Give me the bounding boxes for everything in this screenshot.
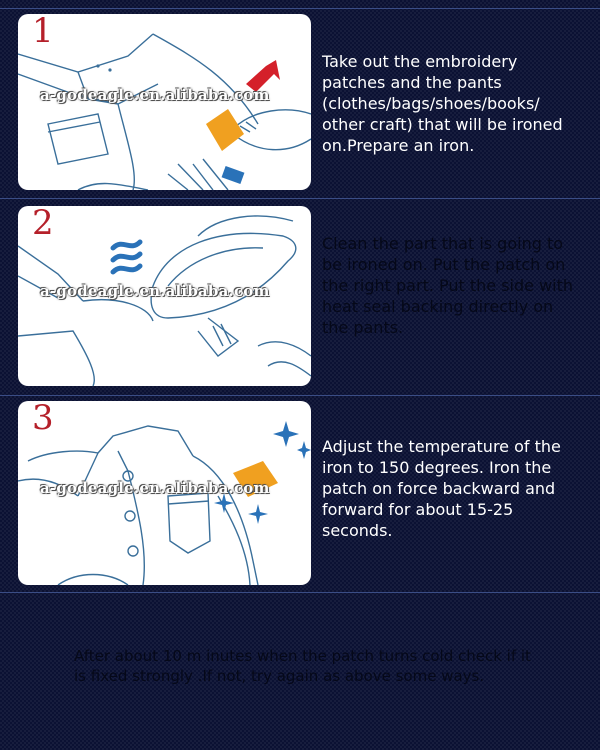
divider-2 — [0, 395, 600, 396]
step-number: 2 — [32, 206, 54, 243]
step-2-text: Clean the part that is going to be ironed on. Put the patch on the right part. Put the side with heat seal backing directly on the pants. — [322, 234, 574, 337]
step-1-text: Take out the embroidery patches and the pants (clothes/bags/shoes/books/ other craft) that will be ironed on.Prepare an iron. — [322, 52, 563, 155]
step-number: 3 — [32, 401, 54, 438]
step-1-illustration — [18, 14, 311, 190]
steam-icon — [113, 242, 140, 272]
patch-shape — [206, 109, 244, 151]
step-2-illustration — [18, 206, 311, 386]
watermark-text: a-godeagle.en.alibaba.com — [40, 86, 270, 104]
step-3-illustration — [18, 401, 311, 585]
divider-3 — [0, 592, 600, 593]
footer-note: After about 10 m inutes when the patch turns cold check if it is fixed strongly .If not, try again as above some ways. — [74, 647, 531, 685]
watermark-text: a-godeagle.en.alibaba.com — [40, 479, 270, 497]
watermark-text: a-godeagle.en.alibaba.com — [40, 282, 270, 300]
step-3-text: Adjust the temperature of the iron to 150 degrees. Iron the patch on force backward and forward for about 15-25 seconds. — [322, 437, 561, 540]
divider-1 — [0, 198, 600, 199]
divider-top — [0, 8, 600, 9]
step-number: 1 — [32, 14, 54, 51]
